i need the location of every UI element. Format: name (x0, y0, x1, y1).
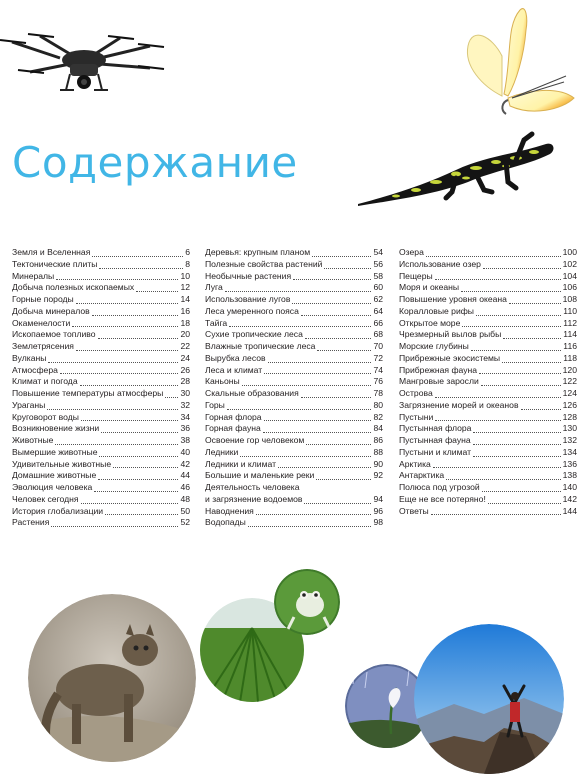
toc-entry[interactable]: Повышение уровня океана 108 (399, 294, 577, 304)
toc-entry[interactable]: Окаменелости 18 (12, 317, 190, 328)
toc-entry[interactable]: Земля и Вселенная 6 (12, 247, 190, 257)
toc-entry[interactable]: Горы 80 (205, 399, 383, 410)
toc-entry[interactable]: Минералы 10 (12, 270, 190, 281)
page-title: Содержание (12, 138, 298, 187)
toc-entry[interactable]: Полюса под угрозой 140 (399, 482, 577, 492)
toc-entry[interactable]: Прибрежные экосистемы 118 (399, 352, 577, 363)
toc-entry[interactable]: Тайга 66 (205, 317, 383, 328)
toc-entry[interactable]: Атмосфера 26 (12, 364, 190, 375)
toc-column-2 (205, 247, 383, 529)
toc-entry[interactable]: Леса умеренного пояса 64 (205, 305, 383, 316)
toc-entry-first-line[interactable]: Деятельность человека (205, 482, 300, 492)
toc-column-1 (12, 247, 190, 529)
toc-entry[interactable]: Вулканы 24 (12, 352, 190, 363)
toc-entry[interactable]: Растения 52 (12, 517, 190, 528)
toc-entry[interactable]: Острова 124 (399, 388, 577, 398)
toc-entry[interactable]: Добыча полезных ископаемых 12 (12, 282, 190, 293)
toc-entry[interactable]: Моря и океаны 106 (399, 282, 577, 293)
toc-entry[interactable]: Пустыни 128 (399, 411, 577, 422)
toc-entry[interactable]: Человек сегодня 48 (12, 493, 190, 504)
toc-entry[interactable]: Необычные растения 58 (205, 270, 383, 281)
toc-entry[interactable]: Эволюция человека 46 (12, 482, 190, 492)
toc-entry[interactable]: Каньоны 76 (205, 376, 383, 387)
toc-entry[interactable]: Круговорот воды 34 (12, 411, 190, 422)
toc-entry[interactable]: Освоение гор человеком 86 (205, 435, 383, 445)
toc-entry[interactable]: Животные 38 (12, 435, 190, 445)
toc-entry[interactable]: Сухие тропические леса 68 (205, 329, 383, 340)
toc-entry[interactable]: Арктика 136 (399, 458, 577, 469)
drone-icon (0, 28, 170, 98)
toc-entry[interactable]: Загрязнение морей и океанов 126 (399, 399, 577, 410)
toc-entry[interactable]: Удивительные животные 42 (12, 458, 190, 469)
toc-entry[interactable]: Ледники 88 (205, 446, 383, 457)
toc-entry[interactable]: Мангровые заросли 122 (399, 376, 577, 387)
toc-entry[interactable]: Влажные тропические леса 70 (205, 341, 383, 351)
toc-entry[interactable]: Скальные образования 78 (205, 388, 383, 398)
toc-entry[interactable]: Еще не все потеряно! 142 (399, 493, 577, 504)
fossa-photo (28, 594, 196, 762)
toc-entry[interactable]: Ледники и климат 90 (205, 458, 383, 469)
toc-entry[interactable]: Ураганы 32 (12, 399, 190, 410)
toc-entry[interactable]: Ископаемое топливо 20 (12, 329, 190, 340)
toc-entry[interactable]: Пустыни и климат 134 (399, 446, 577, 457)
toc-entry[interactable]: и загрязнение водоемов 94 (205, 493, 383, 504)
toc-entry[interactable]: Тектонические плиты 8 (12, 258, 190, 269)
toc-entry[interactable]: Вымершие животные 40 (12, 446, 190, 457)
toc-entry[interactable]: Использование лугов 62 (205, 294, 383, 304)
toc-entry[interactable]: Горные породы 14 (12, 294, 190, 304)
toc-entry[interactable]: Антарктика 138 (399, 470, 577, 481)
toc-entry[interactable]: Луга 60 (205, 282, 383, 293)
toc-entry[interactable]: Прибрежная фауна 120 (399, 364, 577, 375)
mountain-climber-photo (414, 624, 564, 774)
toc-entry[interactable]: Морские глубины 116 (399, 341, 577, 351)
toc-entry[interactable]: Открытое море 112 (399, 317, 577, 328)
toc-entry[interactable]: Коралловые рифы 110 (399, 305, 577, 316)
toc-entry[interactable]: Климат и погода 28 (12, 376, 190, 387)
toc-entry[interactable]: Наводнения 96 (205, 505, 383, 516)
toc-entry[interactable]: Пустынная флора 130 (399, 423, 577, 434)
toc-entry[interactable]: Ответы 144 (399, 505, 577, 516)
toc-entry[interactable]: Домашние животные 44 (12, 470, 190, 481)
toc-entry[interactable]: Пустынная фауна 132 (399, 435, 577, 445)
toc-entry[interactable]: Повышение температуры атмосферы 30 (12, 388, 190, 398)
toc-entry[interactable]: Пещеры 104 (399, 270, 577, 281)
toc-column-3 (399, 247, 577, 517)
salamander-icon (356, 128, 558, 210)
toc-entry[interactable]: Деревья: крупным планом 54 (205, 247, 383, 257)
frog-photo (274, 569, 340, 635)
toc-entry[interactable]: Вырубка лесов 72 (205, 352, 383, 363)
toc-entry[interactable]: Добыча минералов 16 (12, 305, 190, 316)
toc-entry[interactable]: История глобализации 50 (12, 505, 190, 516)
toc-entry[interactable]: Водопады 98 (205, 517, 383, 528)
toc-entry[interactable]: Большие и маленькие реки 92 (205, 470, 383, 481)
toc-entry[interactable]: Землетрясения 22 (12, 341, 190, 351)
butterfly-icon (462, 6, 578, 118)
toc-entry[interactable]: Озера 100 (399, 247, 577, 257)
toc-entry[interactable]: Чрезмерный вылов рыбы 114 (399, 329, 577, 340)
toc-entry[interactable]: Леса и климат 74 (205, 364, 383, 375)
toc-entry[interactable]: Использование озер 102 (399, 258, 577, 269)
toc-entry[interactable]: Полезные свойства растений 56 (205, 258, 383, 269)
toc-entry[interactable]: Возникновение жизни 36 (12, 423, 190, 434)
toc-entry[interactable]: Горная фауна 84 (205, 423, 383, 434)
toc-entry[interactable]: Горная флора 82 (205, 411, 383, 422)
